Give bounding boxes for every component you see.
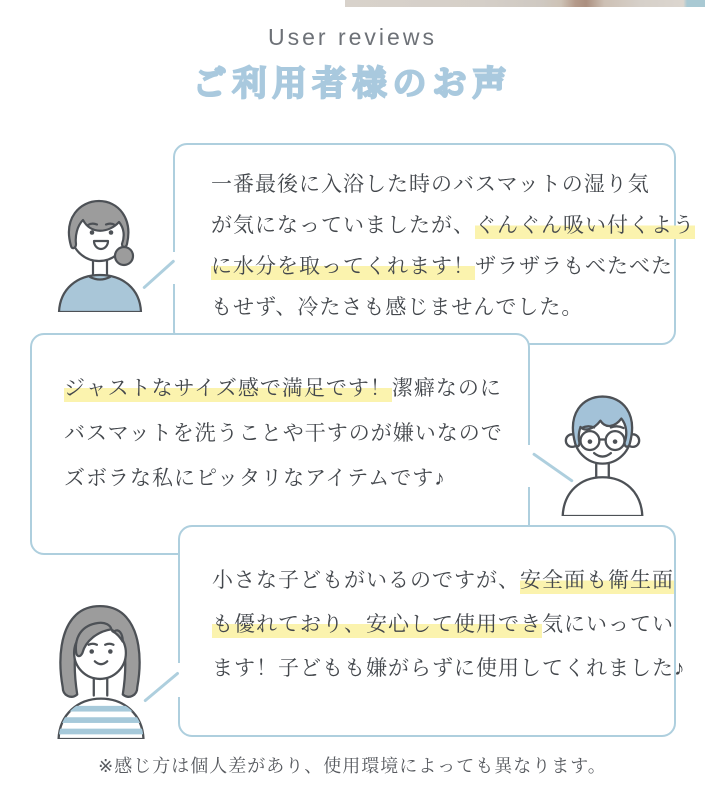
avatar-man-glasses-illustration: [550, 384, 655, 516]
user-reviews-subtitle: User reviews: [268, 24, 437, 50]
review-line: に水分を取ってくれます！ザラザラもべたべた: [211, 255, 673, 278]
review-bubble-1: [173, 143, 695, 345]
review-text-2: [64, 371, 503, 506]
review-line: ます！子どもも嫌がらずに使用してくれました♪: [212, 657, 686, 680]
review-text-3: [212, 563, 686, 695]
review-line: 小さな子どもがいるのですが、安全面も衛生面: [212, 569, 674, 592]
avatar-woman-bob-illustration: [46, 594, 154, 739]
product-photo-edge-strip: [345, 0, 705, 7]
review-line: バスマットを洗うことや干すのが嫌いなので: [64, 422, 503, 445]
page-title: ご利用者様のお声: [192, 65, 513, 103]
review-line: も優れており、安心して使用でき気にいってい: [212, 613, 674, 636]
review-line: が気になっていましたが、ぐんぐん吸い付くよう: [211, 214, 695, 237]
review-line: ジャストなサイズ感で満足です！潔癖なのに: [64, 377, 502, 400]
review-line: 一番最後に入浴した時のバスマットの湿り気: [211, 173, 650, 196]
avatar-woman-ponytail-illustration: [52, 192, 152, 312]
review-line: もせず、冷たさも感じませんでした。: [211, 296, 584, 319]
review-bubble-3: [178, 525, 686, 737]
review-text-1: [211, 168, 695, 332]
review-bubble-2: [30, 333, 530, 555]
disclaimer-note: ※感じ方は個人差があり、使用環境によっても異なります。: [98, 756, 607, 776]
review-line: ズボラな私にピッタリなアイテムです♪: [64, 467, 446, 490]
